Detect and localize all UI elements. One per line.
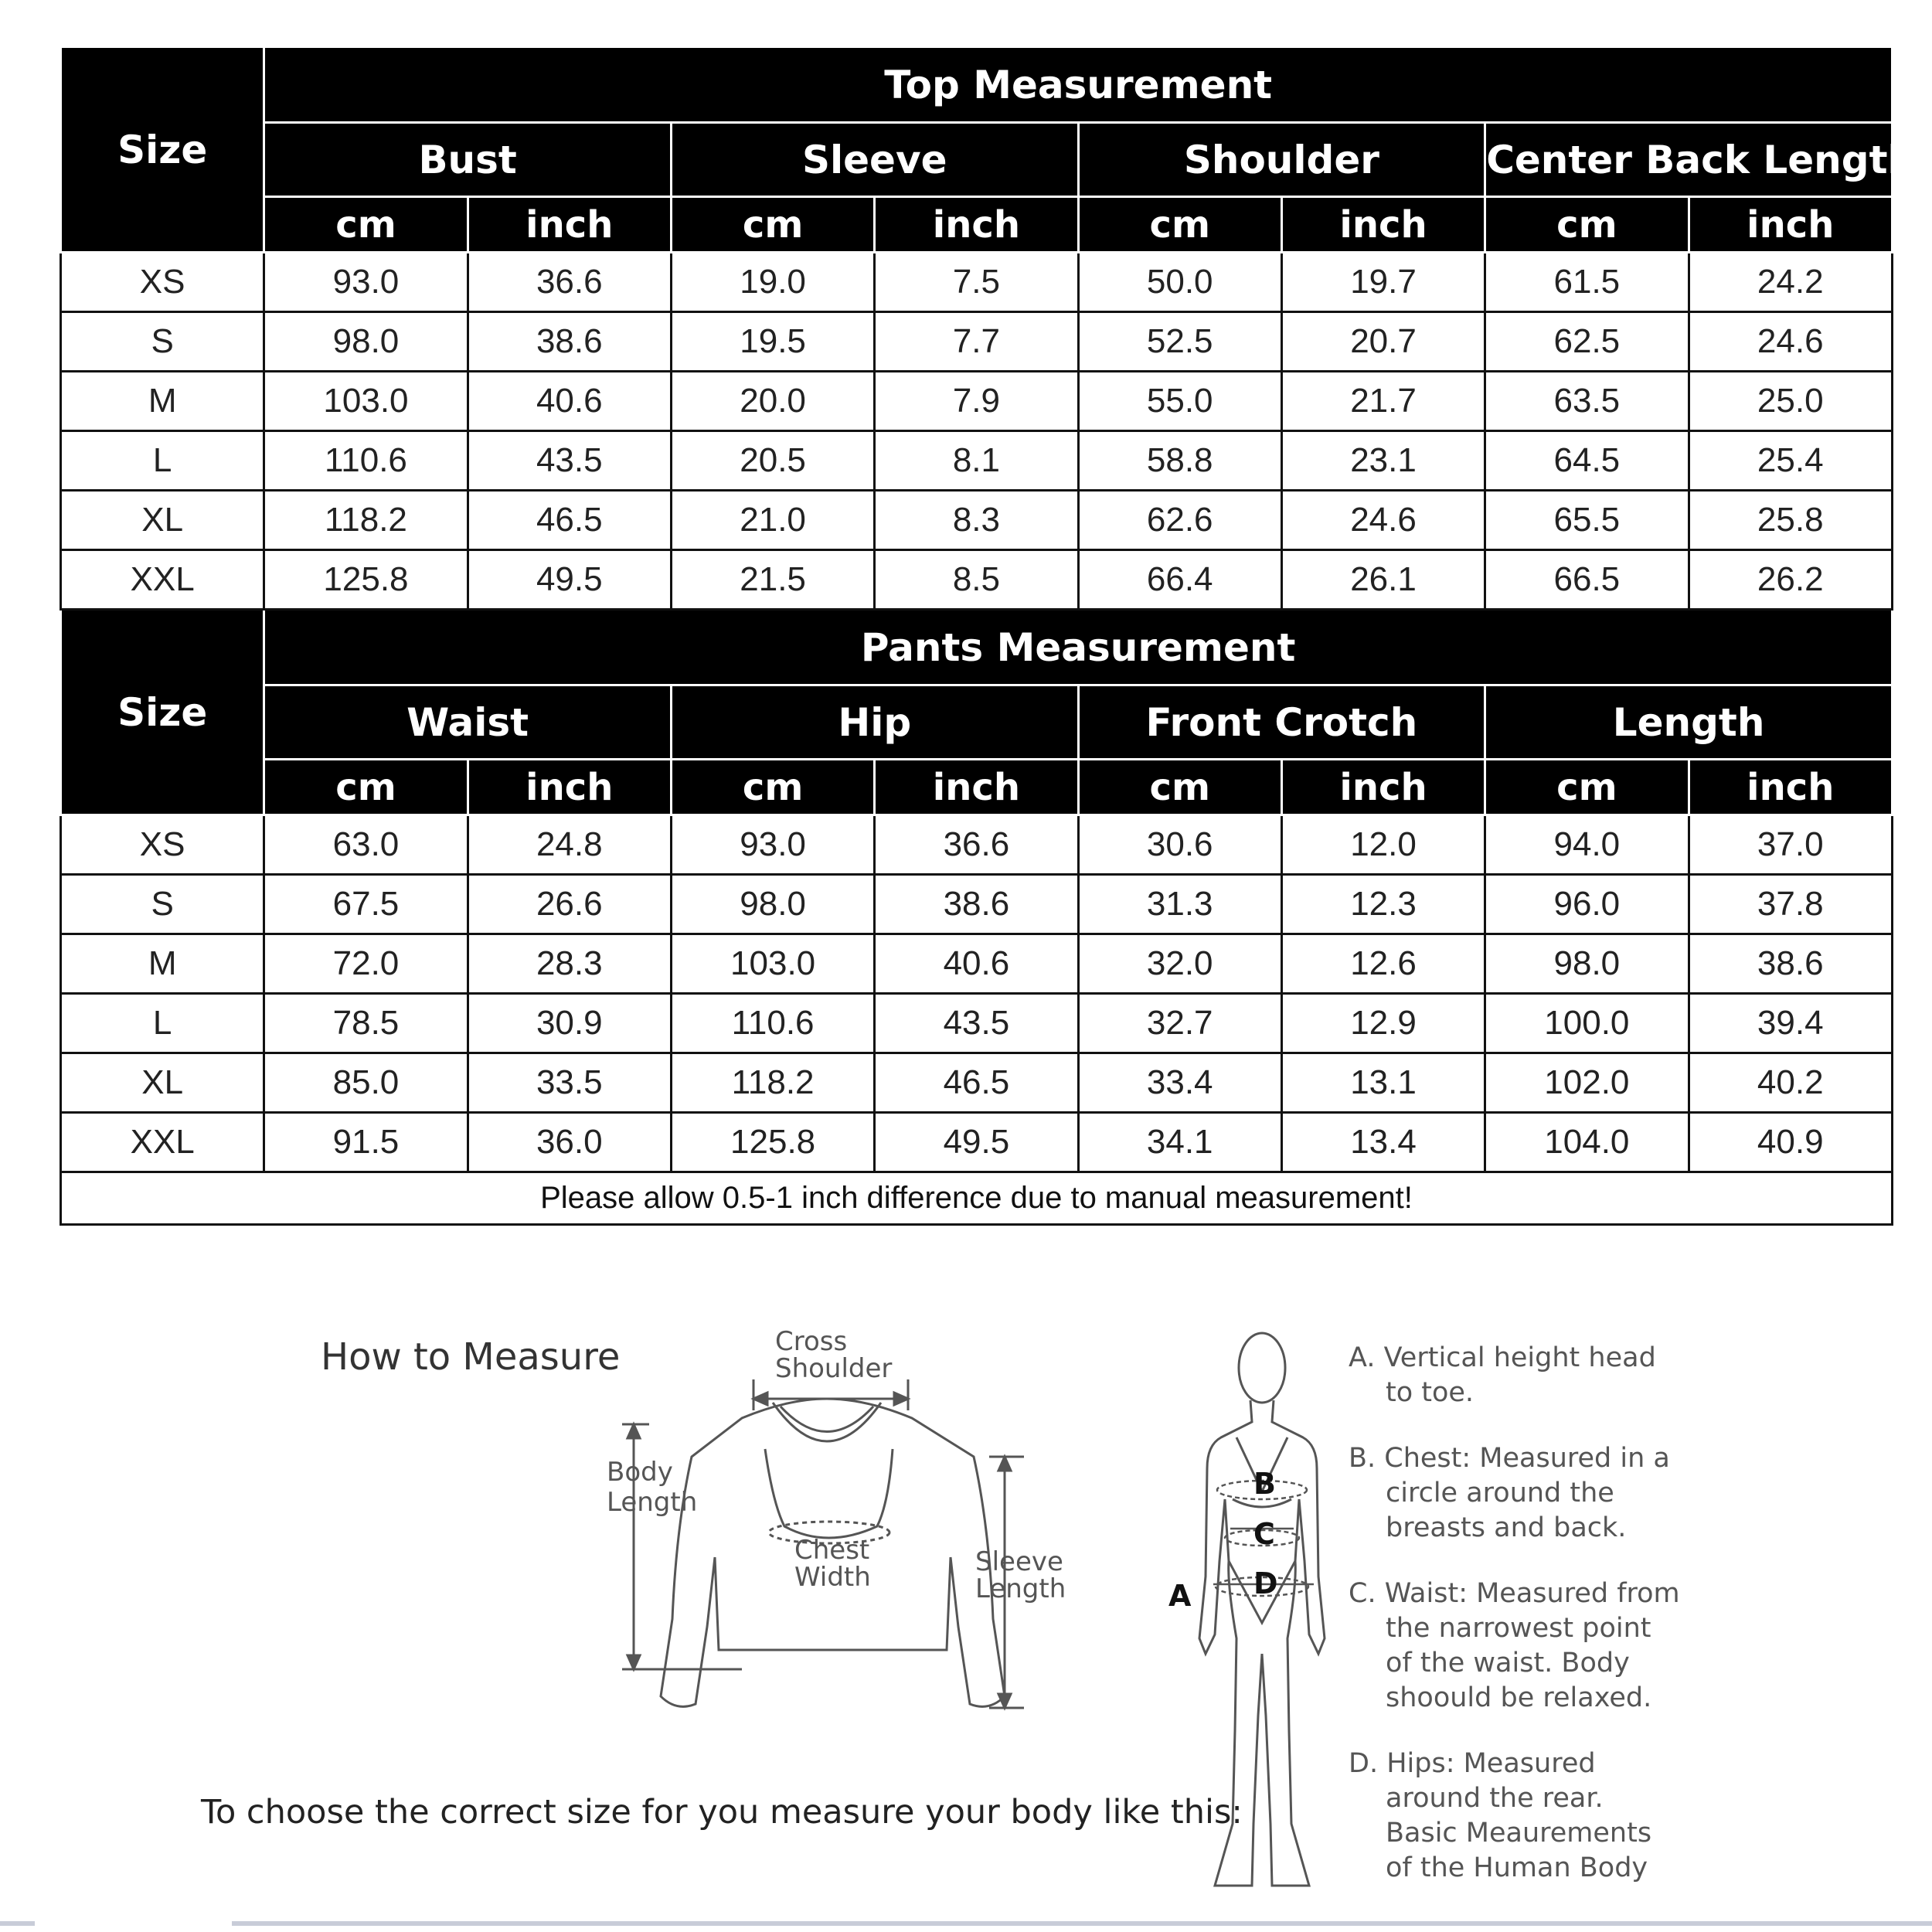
pants-value-cell: 13.1 bbox=[1281, 1053, 1485, 1113]
top-unit-row bbox=[61, 197, 1893, 253]
top-size-cell: L bbox=[61, 431, 264, 491]
top-value-cell: 8.5 bbox=[875, 550, 1078, 610]
top-value-cell: 20.0 bbox=[671, 372, 874, 431]
pants-value-cell: 125.8 bbox=[671, 1113, 874, 1172]
pants-value-cell: 110.6 bbox=[671, 994, 874, 1053]
pants-unit-inch-header: inch bbox=[1689, 760, 1893, 815]
pants-size-cell: XL bbox=[61, 1053, 264, 1113]
top-value-cell: 40.6 bbox=[468, 372, 671, 431]
pants-table-row bbox=[61, 875, 1893, 934]
pants-value-cell: 40.9 bbox=[1689, 1113, 1893, 1172]
top-value-cell: 50.0 bbox=[1078, 253, 1281, 312]
pants-value-cell: 30.9 bbox=[468, 994, 671, 1053]
top-value-cell: 62.6 bbox=[1078, 491, 1281, 550]
top-value-cell: 23.1 bbox=[1281, 431, 1485, 491]
top-measurement-section bbox=[61, 47, 1916, 610]
top-unit-inch-header: inch bbox=[468, 197, 671, 253]
top-value-cell: 61.5 bbox=[1485, 253, 1689, 312]
pants-value-cell: 118.2 bbox=[671, 1053, 874, 1113]
pants-value-cell: 98.0 bbox=[671, 875, 874, 934]
pants-size-cell: M bbox=[61, 934, 264, 994]
top-size-header: Size bbox=[61, 47, 264, 253]
human-body-outline-icon bbox=[1199, 1333, 1325, 1886]
chest-width-label-1: Chest bbox=[794, 1535, 870, 1566]
top-measurement-title: Top Measurement bbox=[264, 47, 1893, 123]
pants-value-cell: 94.0 bbox=[1485, 815, 1689, 875]
pants-value-cell: 103.0 bbox=[671, 934, 874, 994]
top-group-center-back-length: Center Back Length bbox=[1485, 123, 1893, 197]
top-value-cell: 21.5 bbox=[671, 550, 874, 610]
pants-value-cell: 30.6 bbox=[1078, 815, 1281, 875]
pants-value-cell: 34.1 bbox=[1078, 1113, 1281, 1172]
top-value-cell: 118.2 bbox=[264, 491, 468, 550]
top-unit-inch-header: inch bbox=[875, 197, 1078, 253]
pants-table-row bbox=[61, 934, 1893, 994]
pants-value-cell: 49.5 bbox=[875, 1113, 1078, 1172]
top-value-cell: 21.0 bbox=[671, 491, 874, 550]
pants-unit-cm-header: cm bbox=[1485, 760, 1689, 815]
pants-group-length: Length bbox=[1485, 685, 1893, 760]
top-value-cell: 103.0 bbox=[264, 372, 468, 431]
pants-group-front-crotch: Front Crotch bbox=[1078, 685, 1485, 760]
pants-unit-inch-header: inch bbox=[1281, 760, 1485, 815]
body-length-label-2: Length bbox=[607, 1487, 698, 1518]
top-value-cell: 7.9 bbox=[875, 372, 1078, 431]
top-group-sleeve: Sleeve bbox=[671, 123, 1078, 197]
pants-size-cell: L bbox=[61, 994, 264, 1053]
body-letter-d: D bbox=[1253, 1566, 1278, 1600]
top-value-cell: 65.5 bbox=[1485, 491, 1689, 550]
pants-value-cell: 12.3 bbox=[1281, 875, 1485, 934]
pants-value-cell: 33.5 bbox=[468, 1053, 671, 1113]
pants-table-row bbox=[61, 815, 1893, 875]
top-value-cell: 49.5 bbox=[468, 550, 671, 610]
pants-unit-inch-header: inch bbox=[468, 760, 671, 815]
pants-value-cell: 96.0 bbox=[1485, 875, 1689, 934]
top-value-cell: 58.8 bbox=[1078, 431, 1281, 491]
pants-unit-cm-header: cm bbox=[264, 760, 468, 815]
pants-table-row bbox=[61, 1053, 1893, 1113]
instruction-text: To choose the correct size for you measure your body like this: bbox=[201, 1793, 1243, 1832]
top-value-cell: 25.8 bbox=[1689, 491, 1893, 550]
top-value-cell: 19.5 bbox=[671, 312, 874, 372]
top-value-cell: 98.0 bbox=[264, 312, 468, 372]
pants-value-cell: 85.0 bbox=[264, 1053, 468, 1113]
top-value-cell: 63.5 bbox=[1485, 372, 1689, 431]
top-size-cell: XS bbox=[61, 253, 264, 312]
pants-value-cell: 31.3 bbox=[1078, 875, 1281, 934]
step-d-text: D. Hips: Measured around the rear. Basic Meaurements of the Human Body bbox=[1349, 1748, 1652, 1883]
top-value-cell: 7.5 bbox=[875, 253, 1078, 312]
top-value-cell: 46.5 bbox=[468, 491, 671, 550]
top-table-row bbox=[61, 312, 1893, 372]
top-group-bust: Bust bbox=[264, 123, 672, 197]
top-value-cell: 66.5 bbox=[1485, 550, 1689, 610]
chest-width-label-2: Width bbox=[794, 1562, 871, 1593]
sleeve-length-label-1: Sleeve bbox=[975, 1546, 1063, 1577]
top-value-cell: 93.0 bbox=[264, 253, 468, 312]
pants-measurement-section bbox=[61, 610, 1893, 1172]
top-value-cell: 66.4 bbox=[1078, 550, 1281, 610]
top-value-cell: 26.1 bbox=[1281, 550, 1485, 610]
pants-table-row bbox=[61, 1113, 1893, 1172]
bottom-divider-left bbox=[0, 1921, 35, 1926]
pants-value-cell: 24.8 bbox=[468, 815, 671, 875]
top-size-cell: M bbox=[61, 372, 264, 431]
top-table-row bbox=[61, 372, 1893, 431]
sleeve-length-label-2: Length bbox=[975, 1573, 1066, 1604]
pants-value-cell: 28.3 bbox=[468, 934, 671, 994]
pants-value-cell: 40.6 bbox=[875, 934, 1078, 994]
step-b-text: B. Chest: Measured in a circle around the breasts and back. bbox=[1349, 1443, 1670, 1543]
top-value-cell: 19.0 bbox=[671, 253, 874, 312]
body-letter-c: C bbox=[1253, 1517, 1275, 1551]
cross-shoulder-label-2: Shoulder bbox=[775, 1353, 893, 1384]
pants-value-cell: 12.6 bbox=[1281, 934, 1485, 994]
top-unit-inch-header: inch bbox=[1689, 197, 1893, 253]
top-value-cell: 21.7 bbox=[1281, 372, 1485, 431]
pants-size-cell: XS bbox=[61, 815, 264, 875]
top-value-cell: 64.5 bbox=[1485, 431, 1689, 491]
pants-value-cell: 39.4 bbox=[1689, 994, 1893, 1053]
pants-unit-cm-header: cm bbox=[671, 760, 874, 815]
pants-size-cell: S bbox=[61, 875, 264, 934]
top-unit-inch-header: inch bbox=[1281, 197, 1485, 253]
pants-unit-inch-header: inch bbox=[875, 760, 1078, 815]
pants-value-cell: 12.0 bbox=[1281, 815, 1485, 875]
top-value-cell: 20.5 bbox=[671, 431, 874, 491]
top-size-cell: S bbox=[61, 312, 264, 372]
pants-value-cell: 91.5 bbox=[264, 1113, 468, 1172]
pants-value-cell: 43.5 bbox=[875, 994, 1078, 1053]
pants-group-waist: Waist bbox=[264, 685, 672, 760]
top-value-cell: 24.6 bbox=[1689, 312, 1893, 372]
bottom-divider bbox=[232, 1921, 1932, 1926]
step-c-text: C. Waist: Measured from the narrowest point of the waist. Body shoould be relaxed. bbox=[1349, 1578, 1680, 1713]
top-table-row bbox=[61, 550, 1893, 610]
top-value-cell: 125.8 bbox=[264, 550, 468, 610]
top-value-cell: 8.3 bbox=[875, 491, 1078, 550]
body-letter-b: B bbox=[1253, 1467, 1276, 1501]
pants-value-cell: 38.6 bbox=[875, 875, 1078, 934]
pants-size-header: Size bbox=[61, 610, 264, 815]
pants-value-cell: 63.0 bbox=[264, 815, 468, 875]
pants-unit-row bbox=[61, 760, 1893, 815]
pants-table-row bbox=[61, 994, 1893, 1053]
top-value-cell: 110.6 bbox=[264, 431, 468, 491]
top-table-row bbox=[61, 491, 1893, 550]
pants-value-cell: 32.0 bbox=[1078, 934, 1281, 994]
pants-group-hip: Hip bbox=[671, 685, 1078, 760]
pants-value-cell: 72.0 bbox=[264, 934, 468, 994]
pants-value-cell: 100.0 bbox=[1485, 994, 1689, 1053]
pants-value-cell: 33.4 bbox=[1078, 1053, 1281, 1113]
top-table-row bbox=[61, 431, 1893, 491]
pants-value-cell: 98.0 bbox=[1485, 934, 1689, 994]
pants-value-cell: 37.8 bbox=[1689, 875, 1893, 934]
top-table-row bbox=[61, 253, 1893, 312]
pants-value-cell: 38.6 bbox=[1689, 934, 1893, 994]
step-a-text: A. Vertical height head to toe. bbox=[1349, 1342, 1656, 1408]
pants-measurement-title: Pants Measurement bbox=[264, 610, 1893, 685]
cross-shoulder-label-1: Cross bbox=[775, 1326, 848, 1357]
pants-value-cell: 40.2 bbox=[1689, 1053, 1893, 1113]
top-value-cell: 24.2 bbox=[1689, 253, 1893, 312]
pants-unit-cm-header: cm bbox=[1078, 760, 1281, 815]
top-value-cell: 7.7 bbox=[875, 312, 1078, 372]
measurement-note: Please allow 0.5-1 inch difference due to manual measurement! bbox=[61, 1172, 1893, 1225]
top-value-cell: 36.6 bbox=[468, 253, 671, 312]
how-to-measure-title: How to Measure bbox=[321, 1335, 621, 1379]
top-group-shoulder: Shoulder bbox=[1078, 123, 1485, 197]
pants-value-cell: 104.0 bbox=[1485, 1113, 1689, 1172]
top-value-cell: 38.6 bbox=[468, 312, 671, 372]
top-value-cell: 52.5 bbox=[1078, 312, 1281, 372]
top-size-cell: XL bbox=[61, 491, 264, 550]
top-size-cell: XXL bbox=[61, 550, 264, 610]
top-value-cell: 55.0 bbox=[1078, 372, 1281, 431]
pants-value-cell: 36.0 bbox=[468, 1113, 671, 1172]
pants-value-cell: 36.6 bbox=[875, 815, 1078, 875]
pants-value-cell: 67.5 bbox=[264, 875, 468, 934]
top-unit-cm-header: cm bbox=[1485, 197, 1689, 253]
pants-value-cell: 102.0 bbox=[1485, 1053, 1689, 1113]
top-value-cell: 19.7 bbox=[1281, 253, 1485, 312]
top-value-cell: 20.7 bbox=[1281, 312, 1485, 372]
body-length-label-1: Body bbox=[607, 1457, 673, 1488]
pants-value-cell: 46.5 bbox=[875, 1053, 1078, 1113]
pants-value-cell: 32.7 bbox=[1078, 994, 1281, 1053]
pants-value-cell: 37.0 bbox=[1689, 815, 1893, 875]
top-unit-cm-header: cm bbox=[1078, 197, 1281, 253]
pants-value-cell: 78.5 bbox=[264, 994, 468, 1053]
pants-value-cell: 26.6 bbox=[468, 875, 671, 934]
top-value-cell: 43.5 bbox=[468, 431, 671, 491]
top-value-cell: 24.6 bbox=[1281, 491, 1485, 550]
pants-size-cell: XXL bbox=[61, 1113, 264, 1172]
pants-value-cell: 13.4 bbox=[1281, 1113, 1485, 1172]
measurement-steps bbox=[1349, 1341, 1681, 1917]
top-value-cell: 62.5 bbox=[1485, 312, 1689, 372]
shirt-measure-diagram bbox=[587, 1325, 1090, 1727]
pants-value-cell: 12.9 bbox=[1281, 994, 1485, 1053]
top-unit-cm-header: cm bbox=[264, 197, 468, 253]
top-value-cell: 25.4 bbox=[1689, 431, 1893, 491]
pants-value-cell: 93.0 bbox=[671, 815, 874, 875]
body-measure-diagram bbox=[1159, 1329, 1337, 1901]
top-unit-cm-header: cm bbox=[671, 197, 874, 253]
size-chart-table bbox=[60, 46, 1916, 1226]
top-value-cell: 8.1 bbox=[875, 431, 1078, 491]
top-value-cell: 26.2 bbox=[1689, 550, 1893, 610]
top-value-cell: 25.0 bbox=[1689, 372, 1893, 431]
body-letter-a: A bbox=[1168, 1579, 1192, 1613]
